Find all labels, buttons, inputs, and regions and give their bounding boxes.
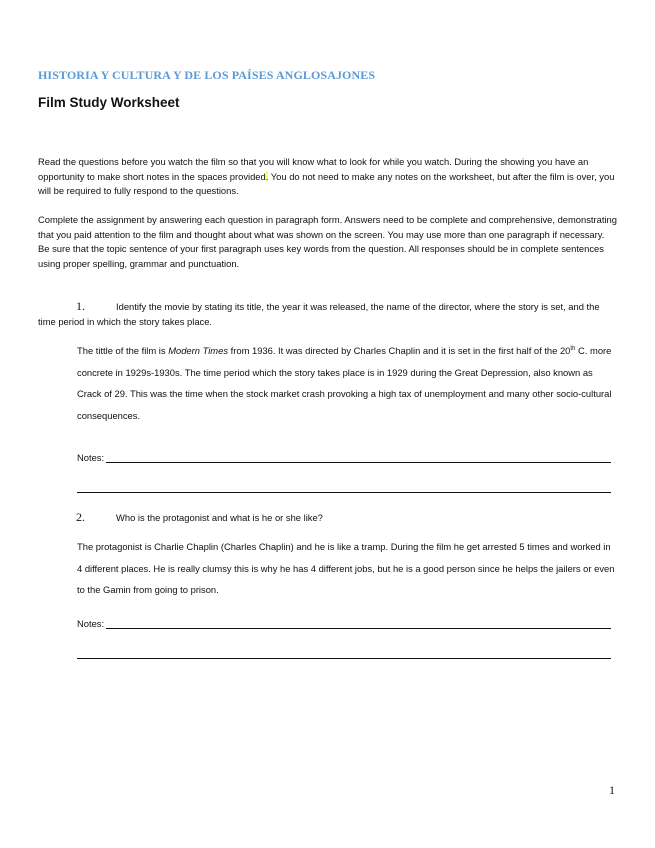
answer-2: The protagonist is Charlie Chaplin (Charles Chaplin) and he is like a tramp. During the film he get arrested 5 times and worked in 4 different places. He is really clumsy this is why he has 4 different jobs, but he is a good person since he helps the jailers or even to the Gamin from going to prison. bbox=[77, 541, 615, 595]
notes-line-2[interactable] bbox=[106, 618, 611, 629]
question-1-number: 1. bbox=[76, 299, 85, 313]
notes-line-2b[interactable] bbox=[77, 658, 611, 659]
answer-1-film-title: Modern Times bbox=[168, 345, 229, 356]
answer-1-text-c: C. more concrete in 1929s-1930s. The time period which the story takes place is in 1929 during the Great Depression, also known as Crack of 29. This was the time when the stock market crash provoking a high tax of unemployment and many other socio-cultural consequences. bbox=[77, 345, 612, 421]
question-2 bbox=[38, 510, 618, 525]
page-number: 1 bbox=[609, 783, 615, 797]
highlighted-period: . bbox=[265, 170, 269, 182]
answer-1-text-a: The tittle of the film is bbox=[77, 345, 169, 356]
question-1 bbox=[38, 299, 618, 329]
question-2-text: Who is the protagonist and what is he or she like? bbox=[116, 512, 323, 523]
notes-line-1[interactable] bbox=[106, 452, 611, 463]
answer-1-superscript: th bbox=[570, 345, 576, 352]
answer-1 bbox=[77, 340, 617, 426]
question-2-number: 2. bbox=[76, 510, 85, 524]
notes-label-1: Notes: bbox=[77, 452, 105, 463]
worksheet-title: Film Study Worksheet bbox=[38, 95, 180, 110]
question-1-text: Identify the movie by stating its title, the year it was released, the name of the director, where the story is set, and the time period in which the story takes place. bbox=[38, 301, 600, 327]
instructions-paragraph-1 bbox=[38, 155, 618, 199]
course-title: HISTORIA Y CULTURA Y DE LOS PAÍSES ANGLOSAJONES bbox=[38, 68, 376, 82]
answer-1-text-b: from 1936. It was directed by Charles Chaplin and it is set in the first half of the 20 bbox=[228, 345, 571, 356]
instructions-1-text-a: Read the questions before you watch the film so that you will know what to look for while you watch. During the showing you have an opportunity to make short notes in the spaces provided bbox=[38, 156, 589, 182]
instructions-paragraph-2: Complete the assignment by answering each question in paragraph form. Answers need to be complete and comprehensive, demonstrating that you paid attention to the film and thought about what was shown on the screen. You may use more than one paragraph if necessary. Be sure that the topic sentence of your first paragraph uses key words from the question. All responses should be in complete sentences using proper spelling, grammar and punctuation. bbox=[38, 214, 617, 269]
instructions-1-text-b: You do not need to make any notes on the worksheet, but after the film is over, you will be required to fully respond to the questions. bbox=[38, 170, 615, 196]
notes-row-2 bbox=[77, 618, 611, 629]
notes-label-2: Notes: bbox=[77, 618, 105, 629]
notes-row-1 bbox=[77, 452, 611, 463]
notes-line-1b[interactable] bbox=[77, 492, 611, 493]
